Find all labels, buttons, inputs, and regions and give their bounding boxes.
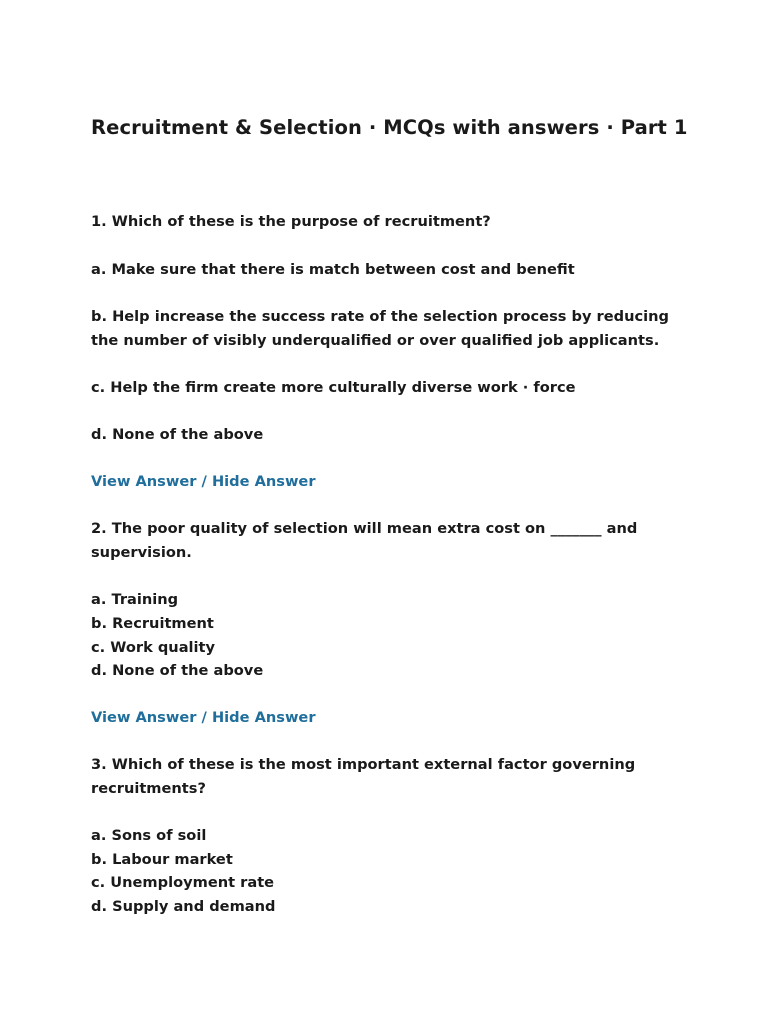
question-1-option-a: a. Make sure that there is match between cost and benefit <box>91 261 575 278</box>
question-2-option-b: b. Recruitment <box>91 615 214 632</box>
question-2-text: 2. The poor quality of selection will mean extra cost on _______ and supervision. <box>91 520 638 561</box>
question-3-option-c: c. Unemployment rate <box>91 874 275 891</box>
document-title: Recruitment & Selection · MCQs with answers · Part 1 <box>91 116 688 139</box>
question-1-option-b: b. Help increase the success rate of the selection process by reducing the number of visibly underqualified or over qualified job applicants. <box>91 308 669 349</box>
question-3-text: 3. Which of these is the most important external factor governing recruitments? <box>91 756 636 797</box>
question-3-option-b: b. Labour market <box>91 851 233 868</box>
question-2-option-d: d. None of the above <box>91 662 264 679</box>
question-1-option-d: d. None of the above <box>91 426 264 443</box>
question-1-option-c: c. Help the firm create more culturally diverse work · force <box>91 379 576 396</box>
question-3-option-d: d. Supply and demand <box>91 898 276 915</box>
question-2-option-a: a. Training <box>91 591 179 608</box>
question-2-answer-toggle-link[interactable]: View Answer / Hide Answer <box>91 709 316 726</box>
question-2-option-c: c. Work quality <box>91 639 216 656</box>
question-1-text: 1. Which of these is the purpose of recruitment? <box>91 213 491 230</box>
question-3-option-a: a. Sons of soil <box>91 827 207 844</box>
question-1-answer-toggle-link[interactable]: View Answer / Hide Answer <box>91 473 316 490</box>
